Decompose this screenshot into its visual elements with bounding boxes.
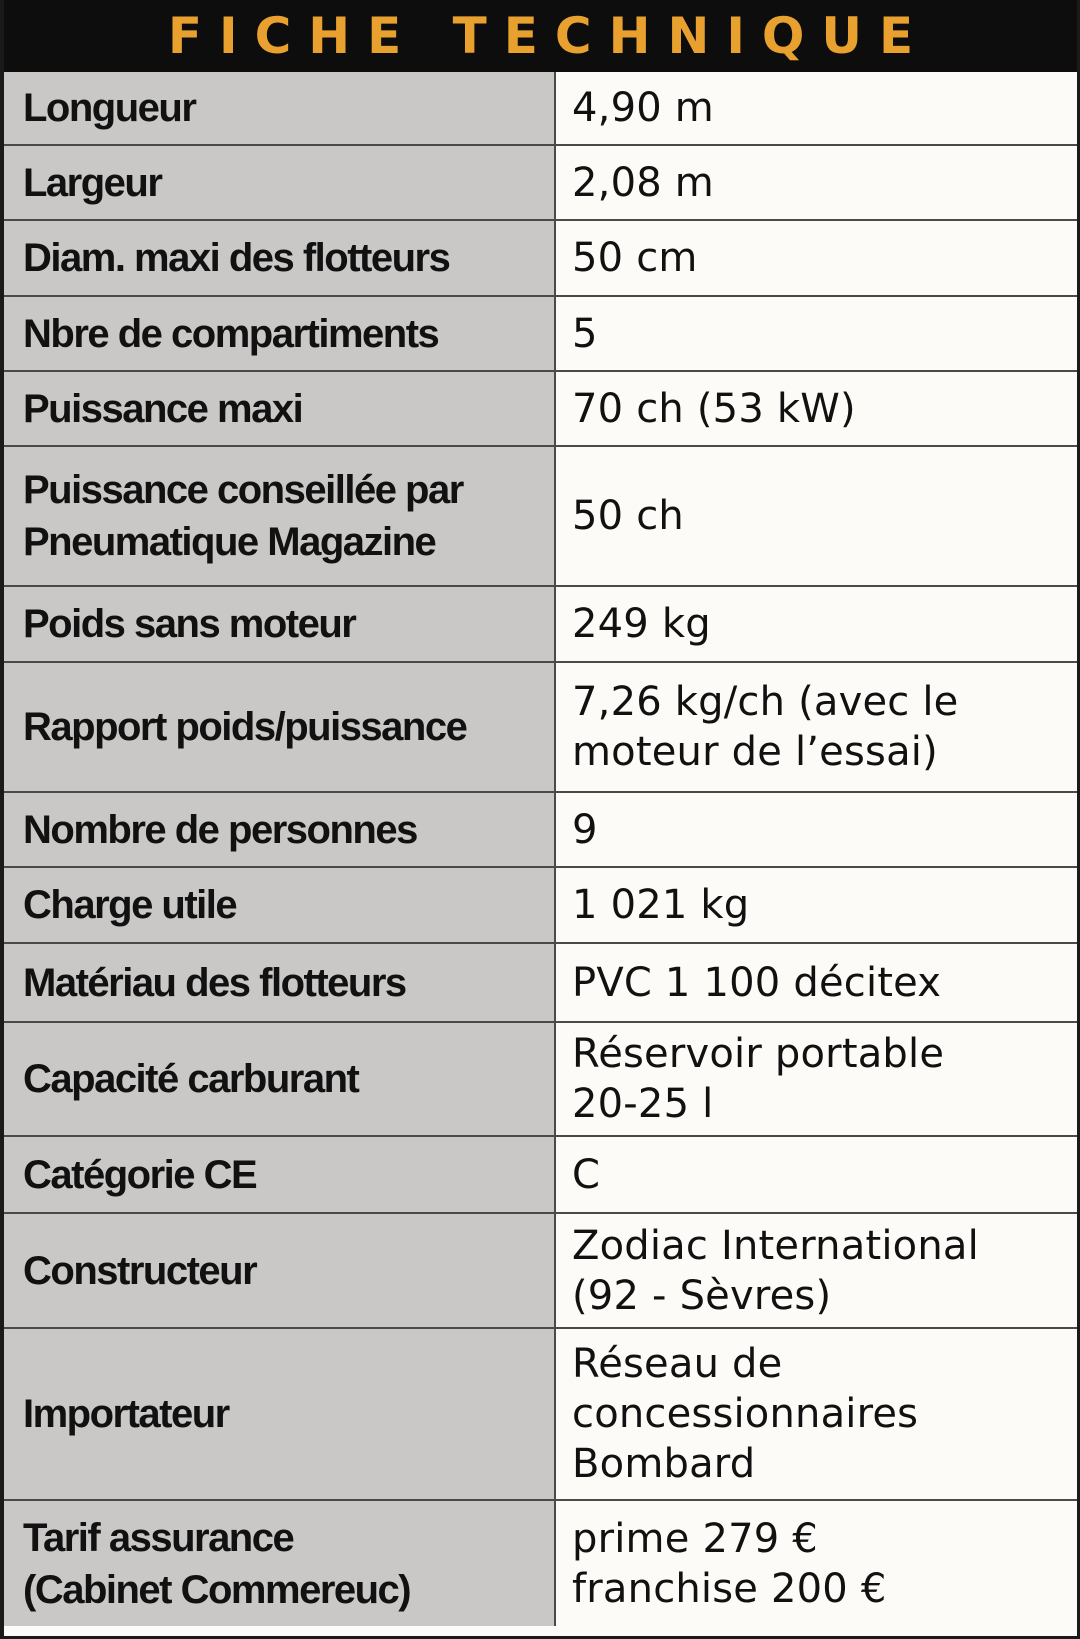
table-row — [4, 1328, 1077, 1500]
spec-label: Tarif assurance (Cabinet Commereuc) — [4, 1500, 555, 1626]
table-row — [4, 1136, 1077, 1213]
table-row — [4, 72, 1077, 145]
table-row — [4, 1022, 1077, 1136]
table-row — [4, 943, 1077, 1022]
spec-table — [4, 72, 1077, 1626]
spec-label: Matériau des flotteurs — [4, 943, 555, 1022]
table-row — [4, 586, 1077, 662]
table-row — [4, 220, 1077, 296]
spec-value: 1 021 kg — [555, 867, 1077, 943]
spec-value: Réservoir portable 20-25 l — [555, 1022, 1077, 1136]
spec-label: Capacité carburant — [4, 1022, 555, 1136]
spec-title: FICHE TECHNIQUE — [167, 7, 931, 65]
spec-label: Longueur — [4, 72, 555, 145]
spec-label: Nbre de compartiments — [4, 296, 555, 371]
spec-label: Largeur — [4, 145, 555, 220]
table-row — [4, 1500, 1077, 1626]
spec-value: 2,08 m — [555, 145, 1077, 220]
spec-value: 50 ch — [555, 446, 1077, 586]
spec-label: Catégorie CE — [4, 1136, 555, 1213]
spec-label: Constructeur — [4, 1213, 555, 1328]
spec-label: Puissance conseillée par Pneumatique Magazine — [4, 446, 555, 586]
spec-label: Rapport poids/puissance — [4, 662, 555, 792]
table-row — [4, 371, 1077, 446]
spec-label: Poids sans moteur — [4, 586, 555, 662]
spec-value: 249 kg — [555, 586, 1077, 662]
spec-value: Réseau de concessionnaires Bombard — [555, 1328, 1077, 1500]
table-row — [4, 145, 1077, 220]
spec-value: 5 — [555, 296, 1077, 371]
spec-value: prime 279 € franchise 200 € — [555, 1500, 1077, 1626]
table-row — [4, 1213, 1077, 1328]
spec-label: Puissance maxi — [4, 371, 555, 446]
spec-label: Charge utile — [4, 867, 555, 943]
spec-value: Zodiac International (92 - Sèvres) — [555, 1213, 1077, 1328]
spec-value: PVC 1 100 décitex — [555, 943, 1077, 1022]
spec-value: 50 cm — [555, 220, 1077, 296]
spec-label: Nombre de personnes — [4, 792, 555, 867]
spec-label: Importateur — [4, 1328, 555, 1500]
spec-header — [4, 0, 1077, 72]
table-row — [4, 662, 1077, 792]
spec-value: C — [555, 1136, 1077, 1213]
spec-value: 7,26 kg/ch (avec le moteur de l’essai) — [555, 662, 1077, 792]
table-row — [4, 867, 1077, 943]
table-row — [4, 296, 1077, 371]
spec-label: Diam. maxi des flotteurs — [4, 220, 555, 296]
spec-value: 70 ch (53 kW) — [555, 371, 1077, 446]
spec-value: 9 — [555, 792, 1077, 867]
table-row — [4, 792, 1077, 867]
table-row — [4, 446, 1077, 586]
spec-value: 4,90 m — [555, 72, 1077, 145]
